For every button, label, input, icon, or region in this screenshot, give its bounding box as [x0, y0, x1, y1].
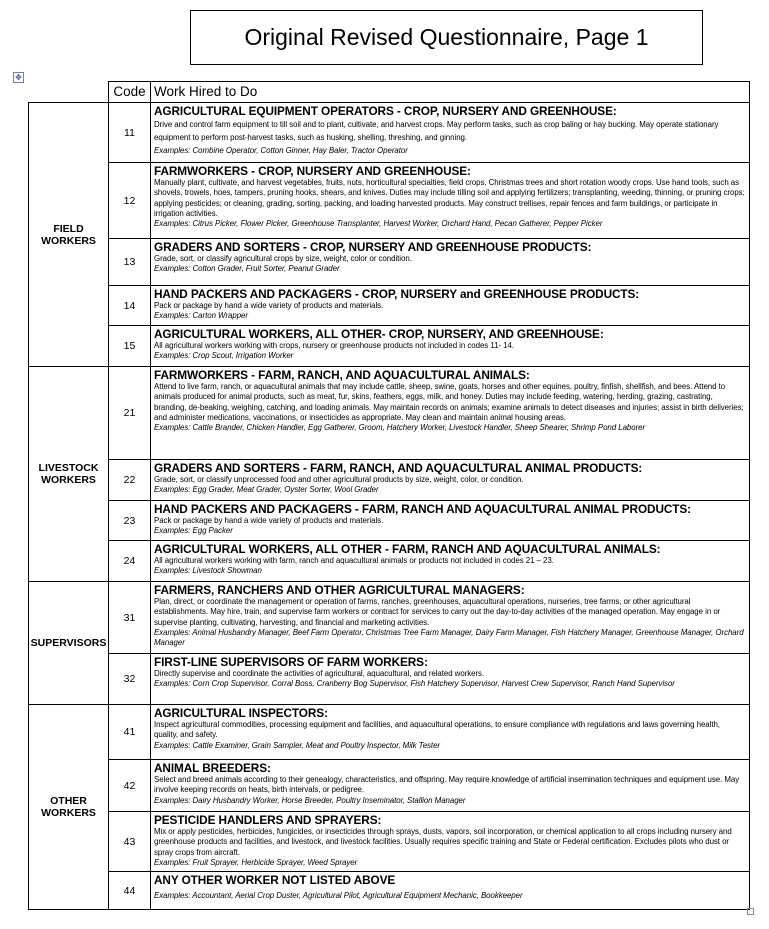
work-examples: Examples: Carton Wrapper: [154, 311, 248, 321]
work-examples: Examples: Corn Crop Supervisor, Corral Boss, Cranberry Bog Supervisor, Fish Hatchery Supervisor, Harvest Crew Supervisor, Ranch Hand Supervisor: [154, 679, 675, 689]
code-cell: 14: [109, 286, 151, 326]
work-description: Mix or apply pesticides, herbicides, fungicides, or insecticides through sprays, dusts, vapors, soil incorporation, or chemical application to all crops including nursery and greenhouse products and facilities, and livestock, and livestock facilities. Usually requires specific training and State or Federal certification. Excludes pilots who dust or spray crops from aircraft.: [154, 827, 732, 857]
table-row: [29, 239, 750, 286]
work-examples: Examples: Fruit Sprayer, Herbicide Sprayer, Weed Sprayer: [154, 857, 358, 867]
group-label-other-workers: OTHER WORKERS: [29, 705, 109, 910]
work-column-header: Work Hired to Do: [151, 82, 750, 103]
work-title: ANIMAL BREEDERS:: [154, 761, 271, 775]
table-row: [29, 460, 750, 501]
table-row: [29, 541, 750, 582]
work-cell: [151, 705, 750, 760]
table-row: [29, 705, 750, 760]
work-cell: [151, 460, 750, 501]
work-description: Pack or package by hand a wide variety of products and materials.: [154, 301, 384, 310]
code-cell: 12: [109, 163, 151, 239]
work-cell: [151, 239, 750, 286]
table-row: [29, 326, 750, 367]
work-description: Grade, sort, or classify agricultural crops by size, weight, color or condition.: [154, 254, 412, 263]
work-cell: [151, 541, 750, 582]
work-description: Grade, sort, or classify unprocessed food and other agricultural products by size, weight, color, or condition.: [154, 475, 524, 484]
table-row: [29, 872, 750, 910]
work-title: AGRICULTURAL WORKERS, ALL OTHER- CROP, NURSERY, AND GREENHOUSE:: [154, 327, 604, 341]
work-cell: [151, 103, 750, 163]
work-examples: Examples: Combine Operator, Cotton Ginner, Hay Baler, Tractor Operator: [154, 146, 408, 155]
work-examples: Examples: Dairy Husbandry Worker, Horse Breeder, Poultry Inseminator, Stallion Manager: [154, 795, 466, 805]
table-row: [29, 501, 750, 541]
work-description: Directly supervise and coordinate the activities of agricultural, aquacultural, and related workers.: [154, 669, 485, 678]
code-cell: 32: [109, 654, 151, 705]
table-row: [29, 654, 750, 705]
work-cell: [151, 760, 750, 812]
work-description: Select and breed animals according to their genealogy, characteristics, and offspring. May require knowledge of artificial insemination techniques and equipment use. May involve keeping records on heats, birth intervals, or pedigree.: [154, 775, 740, 795]
work-examples: Examples: Cotton Grader, Fruit Sorter, Peanut Grader: [154, 264, 340, 274]
work-examples: Examples: Cattle Examiner, Grain Sampler, Meat and Poultry Inspector, Milk Tester: [154, 740, 440, 750]
page-title: Original Revised Questionnaire, Page 1: [190, 10, 703, 65]
group-label-livestock-workers: LIVESTOCK WORKERS: [29, 367, 109, 582]
work-cell: [151, 582, 750, 654]
work-examples: Examples: Livestock Showman: [154, 566, 262, 576]
work-cell: [151, 872, 750, 910]
work-description: Drive and control farm equipment to till soil and to plant, cultivate, and harvest crops. May perform tasks, such as crop baling or hay bucking. May operate stationary equipment to perform post-harvest tasks, such as husking, shelling, threshing, and ginning.: [154, 120, 719, 142]
work-title: AGRICULTURAL EQUIPMENT OPERATORS - CROP, NURSERY AND GREENHOUSE:: [154, 104, 617, 118]
work-title: FARMWORKERS - CROP, NURSERY AND GREENHOUSE:: [154, 164, 471, 178]
work-examples: Examples: Citrus Picker, Flower Picker, Greenhouse Transplanter, Harvest Worker, Orchard Hand, Pecan Gatherer, Pepper Picker: [154, 219, 603, 229]
code-cell: 31: [109, 582, 151, 654]
empty-header-cell: [29, 82, 109, 103]
work-cell: [151, 163, 750, 239]
work-cell: [151, 812, 750, 872]
code-cell: 24: [109, 541, 151, 582]
work-cell: [151, 326, 750, 367]
table-header-row: [29, 82, 750, 103]
table-row: [29, 582, 750, 654]
work-description: Plan, direct, or coordinate the management or operation of farms, ranches, greenhouses, aquacultural operations, nurseries, tree farms, or other agricultural establishments. May hire, train, and supervise farm workers or contract for services to carry out the day-to-day activities of the managed operation. May engage in or supervise planting, cultivating, harvesting, and financial and marketing activities.: [154, 597, 721, 627]
work-description: All agricultural workers working with farm, ranch and aquacultural animals or products not included in codes 21 – 23.: [154, 556, 554, 565]
code-cell: 42: [109, 760, 151, 812]
work-examples: Examples: Accountant, Aerial Crop Duster, Agricultural Pilot, Agricultural Equipment Mechanic, Bookkeeper: [154, 891, 523, 900]
code-cell: 44: [109, 872, 151, 910]
code-cell: 13: [109, 239, 151, 286]
code-cell: 21: [109, 367, 151, 460]
work-cell: [151, 286, 750, 326]
code-cell: 43: [109, 812, 151, 872]
work-cell: [151, 654, 750, 705]
work-title: HAND PACKERS AND PACKAGERS - FARM, RANCH AND AQUACULTURAL ANIMAL PRODUCTS:: [154, 502, 691, 516]
work-title: ANY OTHER WORKER NOT LISTED ABOVE: [154, 873, 396, 887]
work-title: FARMERS, RANCHERS AND OTHER AGRICULTURAL MANAGERS:: [154, 583, 525, 597]
table-row: [29, 760, 750, 812]
work-examples: Examples: Cattle Brander, Chicken Handler, Egg Gatherer, Groom, Hatchery Worker, Livestock Handler, Sheep Shearer, Shrimp Pond Laborer: [154, 423, 646, 433]
code-cell: 23: [109, 501, 151, 541]
work-examples: Examples: Crop Scout, Irrigation Worker: [154, 351, 294, 361]
group-label-supervisors: SUPERVISORS: [29, 582, 109, 705]
work-title: PESTICIDE HANDLERS AND SPRAYERS:: [154, 813, 382, 827]
work-examples: Examples: Animal Husbandry Manager, Beef Farm Operator, Christmas Tree Farm Manager, Dairy Farm Manager, Fish Hatchery Manager, Greenhouse Manager, Orchard Manager: [154, 627, 744, 648]
work-codes-table: [28, 81, 750, 910]
table-row: [29, 367, 750, 460]
table-resize-handle[interactable]: [747, 908, 754, 915]
table-row: [29, 103, 750, 163]
work-title: AGRICULTURAL INSPECTORS:: [154, 706, 328, 720]
code-cell: 41: [109, 705, 151, 760]
table-row: [29, 286, 750, 326]
work-title: AGRICULTURAL WORKERS, ALL OTHER - FARM, RANCH AND AQUACULTURAL ANIMALS:: [154, 542, 661, 556]
work-title: GRADERS AND SORTERS - CROP, NURSERY AND GREENHOUSE PRODUCTS:: [154, 240, 592, 254]
work-title: GRADERS AND SORTERS - FARM, RANCH, AND AQUACULTURAL ANIMAL PRODUCTS:: [154, 461, 643, 475]
work-examples: Examples: Egg Packer: [154, 526, 233, 536]
code-cell: 11: [109, 103, 151, 163]
code-column-header: Code: [109, 82, 151, 103]
work-description: All agricultural workers working with crops, nursery or greenhouse products not included in codes 11- 14.: [154, 341, 514, 350]
code-cell: 15: [109, 326, 151, 367]
work-cell: [151, 367, 750, 460]
work-description: Attend to live farm, ranch, or aquacultural animals that may include cattle, sheep, swine, goats, horses and other equines, poultry, finfish, shellfish, and bees. Attend to animals produced for animal products, such as meat, fur, skins, feathers, eggs, milk, and honey. Duties may include feeding, watering, herding, grazing, castrating, branding, de-beaking, weighing, catching, and loading animals. May maintain records on animals; examine animals to detect diseases and injuries; assist in birth deliveries; and administer medications, vaccinations, or insecticides as appropriate. May clean and maintain animal housing areas.: [154, 382, 744, 422]
group-label-field-workers: FIELD WORKERS: [29, 103, 109, 367]
work-description: Pack or package by hand a wide variety of products and materials.: [154, 516, 384, 525]
work-title: FIRST-LINE SUPERVISORS OF FARM WORKERS:: [154, 655, 428, 669]
work-description: Manually plant, cultivate, and harvest vegetables, fruits, nuts, horticultural specialties, field crops, Christmas trees and short rotation woody crops. Use hand tools, such as shovels, trowels, hoes, tampers, pruning hooks, shears, and knives. Duties may include tilling soil and applying fertilizers; transplanting, weeding, thinning, or pruning crops; applying pesticides; or cleaning, grading, sorting, packing, and loading harvested products. May construct trellises, repair fences and farm buildings, or participate in irrigation activities.: [154, 178, 745, 218]
table-row: [29, 163, 750, 239]
table-row: [29, 812, 750, 872]
table-move-handle-icon[interactable]: ✥: [13, 72, 24, 83]
work-title: HAND PACKERS AND PACKAGERS - CROP, NURSERY and GREENHOUSE PRODUCTS:: [154, 287, 640, 301]
work-title: FARMWORKERS - FARM, RANCH, AND AQUACULTURAL ANIMALS:: [154, 368, 530, 382]
work-cell: [151, 501, 750, 541]
code-cell: 22: [109, 460, 151, 501]
work-examples: Examples: Egg Grader, Meat Grader, Oyster Sorter, Wool Grader: [154, 485, 379, 495]
work-description: Inspect agricultural commodities, processing equipment and facilities, and aquacultural operations, to ensure compliance with regulations and laws governing health, quality, and safety.: [154, 720, 720, 740]
